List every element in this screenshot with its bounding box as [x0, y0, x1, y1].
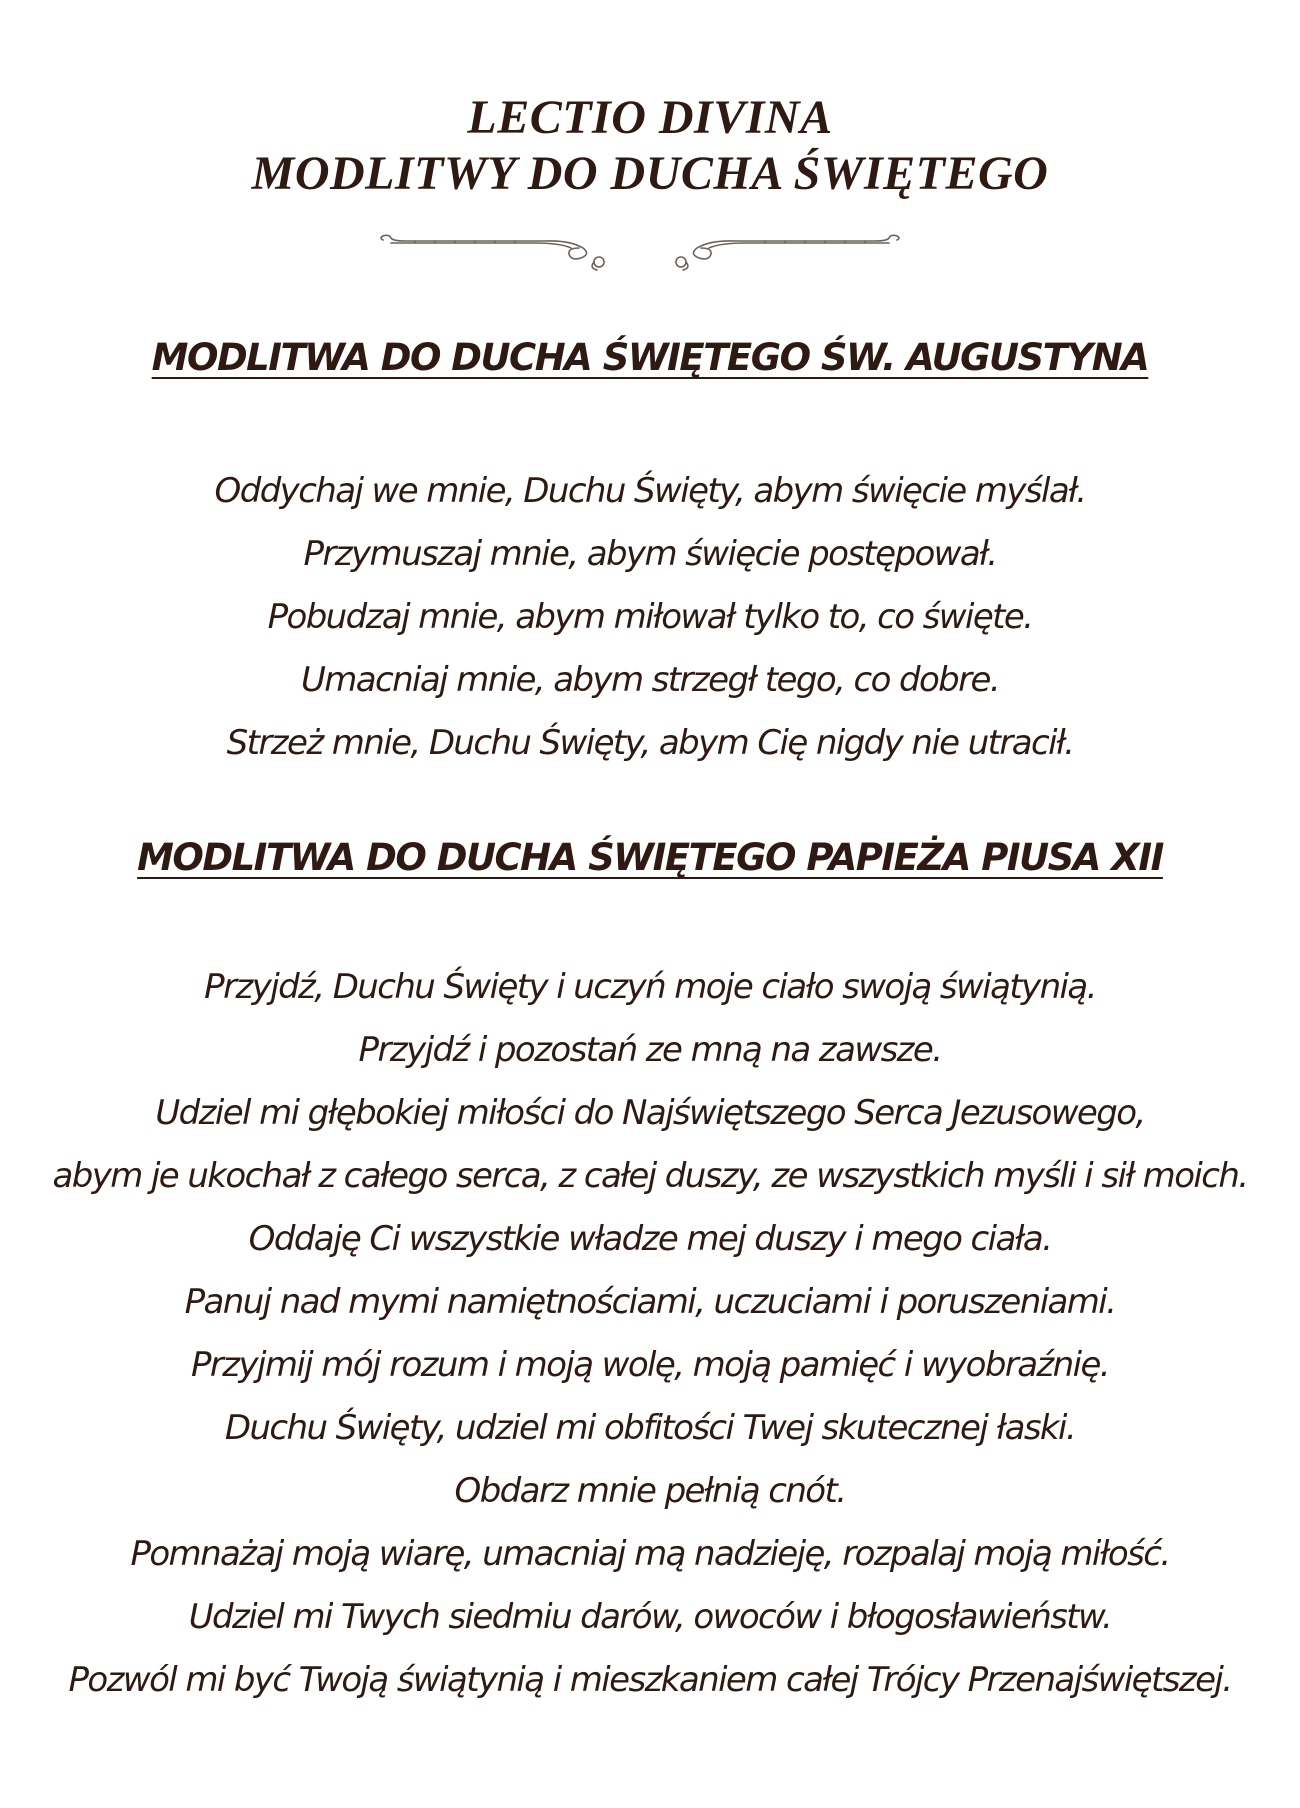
- flourish-divider-icon: [375, 228, 905, 278]
- prayer-line: abym je ukochał z całego serca, z całej duszy, ze wszystkich myśli i sił moich.: [52, 1156, 1248, 1196]
- prayer-line: Pomnażaj moją wiarę, umacniaj mą nadzieję, rozpalaj moją miłość.: [130, 1534, 1170, 1574]
- prayer-line: Strzeż mnie, Duchu Święty, abym Cię nigdy nie utracił.: [226, 723, 1074, 763]
- prayer-line: Obdarz mnie pełnią cnót.: [454, 1471, 846, 1511]
- prayer-line: Pozwól mi być Twoją świątynią i mieszkaniem całej Trójcy Przenajświętszej.: [68, 1660, 1232, 1700]
- section-2-heading: MODLITWA DO DUCHA ŚWIĘTEGO PAPIEŻA PIUSA XII: [137, 836, 1163, 879]
- prayer-line: Pobudzaj mnie, abym miłował tylko to, co święte.: [267, 597, 1033, 637]
- prayer-augustine: [0, 460, 1300, 775]
- prayer-line: Udziel mi Twych siedmiu darów, owoców i błogosławieństw.: [188, 1597, 1112, 1637]
- page-title: [0, 90, 1300, 202]
- prayer-line: Duchu Święty, udziel mi obfitości Twej skutecznej łaski.: [224, 1408, 1076, 1448]
- prayer-pius-xii: [0, 956, 1300, 1712]
- prayer-line: Udziel mi głębokiej miłości do Najświętszego Serca Jezusowego,: [155, 1093, 1145, 1133]
- prayer-line: Oddychaj we mnie, Duchu Święty, abym święcie myślał.: [214, 471, 1086, 511]
- title-line-1: LECTIO DIVINA: [467, 91, 833, 144]
- prayer-line: Umacniaj mnie, abym strzegł tego, co dobre.: [300, 660, 1000, 700]
- prayer-line: Oddaję Ci wszystkie władze mej duszy i mego ciała.: [248, 1219, 1052, 1259]
- prayer-line: Panuj nad mymi namiętnościami, uczuciami i poruszeniami.: [184, 1282, 1116, 1322]
- prayer-line: Przymuszaj mnie, abym święcie postępował.: [303, 534, 997, 574]
- prayer-line: Przyjdź i pozostań ze mną na zawsze.: [358, 1030, 942, 1070]
- prayer-line: Przyjmij mój rozum i moją wolę, moją pamięć i wyobraźnię.: [190, 1345, 1109, 1385]
- title-line-2: MODLITWY DO DUCHA ŚWIĘTEGO: [251, 147, 1049, 200]
- section-1-heading: MODLITWA DO DUCHA ŚWIĘTEGO ŚW. AUGUSTYNA: [151, 336, 1149, 379]
- prayer-line: Przyjdź, Duchu Święty i uczyń moje ciało swoją świątynią.: [204, 967, 1096, 1007]
